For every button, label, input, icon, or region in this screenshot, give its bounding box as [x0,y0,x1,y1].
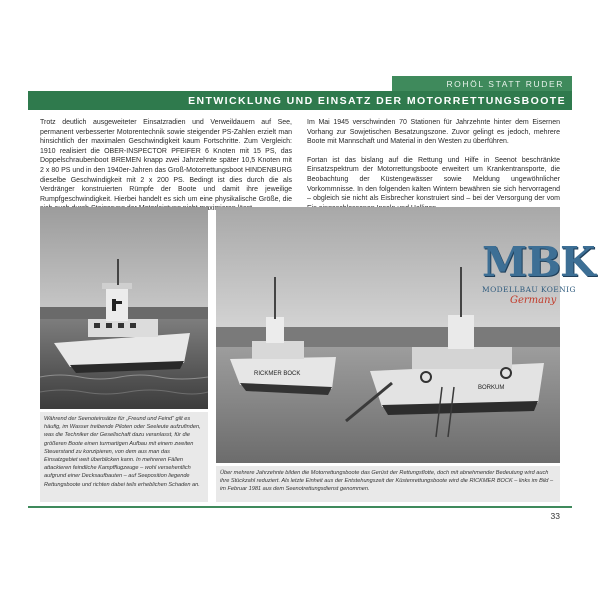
hull-name-left: RICKMER BOCK [254,371,301,377]
photo-caption-right: Über mehrere Jahrzehnte bilden die Motorrettungsboote das Gerüst der Rettungsflotte, doch mit abnehmender Bedeutung wird auch ihre Stückzahl reduziert. Als letzte Einheit aus der Entstehungszeit der Küstenrettungsboote wird die RICKMER BOCK – links im Bild – im Februar 1981 aus dem Seenotrettungsdienst genommen. [216,466,560,502]
chapter-kicker: ROHÖL STATT RUDER [392,76,572,91]
photo-caption-left: Während der Seenoteinsätze für „Freund und Feind“ gilt es häufig, im Wasser treibende Piloten oder Seeleute aufzufinden, was die Techniker der Gesellschaft dazu veranlasst, für die größeren Boote einen turmartigen Aufbau mit einem zweiten Steuerstand zu konzipieren, von dem aus man das Einsatzgebiet weit überblicken kann. In mehreren Fällen attackieren feindliche Kampfflugzeuge – wohl versehentlich aufgrund einer Decksaufbauten – auf Seeposition liegende Rettungsboote und richten dabei teils erheblichen Schaden an. [40,412,208,502]
paragraph: Fortan ist das bislang auf die Rettung und Hilfe in Seenot beschränkte Einsatzspektrum der Motorrettungsboote erweitert um Krankentransporte, die Beobachtung der Küstengewässer sowie Meldung ungewöhnlicher Vorkommnisse. In den folgenden kalten Wintern bewähren sie sich hervorragend – obgleich sie nicht als Eisbrecher konstruiert sind – bei der Versorgung der vom [307,156,560,203]
watermark-subline: MODELLBAU KOENIG [482,285,576,294]
hull-name-right: BORKUM [478,385,505,391]
chapter-title: ENTWICKLUNG UND EINSATZ DER MOTORRETTUNGSBOOTE [28,91,572,110]
watermark-letters: MBK [482,238,595,286]
footer-rule [28,506,572,508]
watermark-country: Germany [510,295,557,306]
paragraph: Im Mai 1945 verschwinden 70 Stationen für Jahrzehnte hinter dem Eisernen Vorhang zur Sowjetischen Besatzungszone. Zuvor gelingt es jedoch, mehrere Boote mit Mannschaft und Material in den Westen zu überführen. [307,119,560,146]
paragraph: Trotz deutlich ausgeweiteter Einsatzradien und Verweildauern auf See, permanent verbesserter Motorentechnik sowie steigender PS-Zahlen erzielt man hinsichtlich der maximalen Geschwindigkeit kaum Fortschritte. Zum Vergleich: 1910 realisiert die OBER-INSPECTOR PFEIFER 6 Knoten mit 15 PS, das Doppelschraubenboot BREMEN knapp zwei Jahrzehnte später 10,5 Knoten mit 2 x 80 PS und in den 1940er-Jahren das Groß-Motorrettungsboot HINDENBURG dieselbe Geschwindigkeit mit 2 x 200 PS. Bedingt ist dies durch die als Verdränger konstruierten Rümpfe der Boote und damit ihre jeweilige Rumpfgeschwindigkeit. Hierbei handelt es sich um eine physikalische Größe, die [40,119,292,203]
watermark-logo [482,236,595,346]
photo-rescue-boat-at-sea [40,207,208,409]
page-number: 33 [550,511,560,521]
chapter-header [28,76,572,110]
